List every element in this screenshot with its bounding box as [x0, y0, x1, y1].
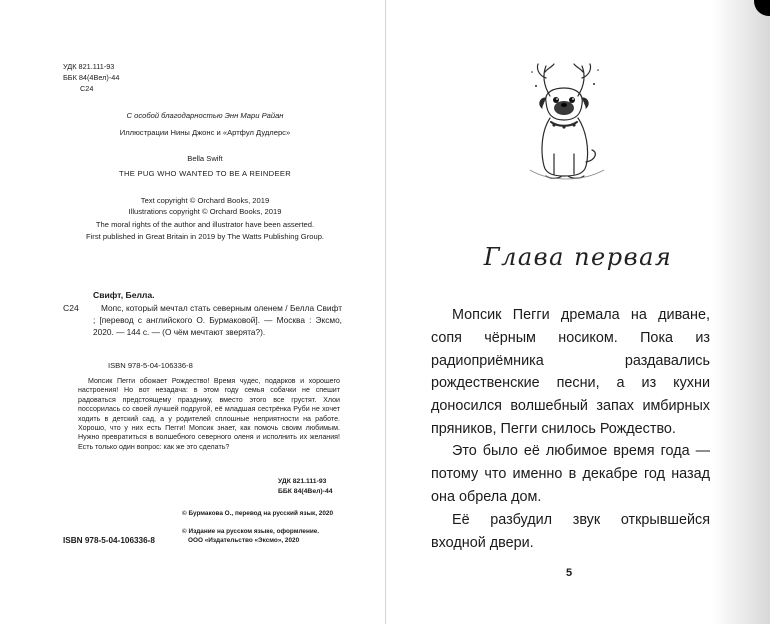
bib-author: Свифт, Белла. — [93, 290, 155, 300]
paragraph-3: Её разбудил звук открывшейся входной двери. — [431, 512, 710, 551]
page-number: 5 — [566, 567, 573, 579]
bib-description: Мопс, который мечтал стать северным оленем / Белла Свифт ; [перевод с английского О. Бурмаковой]. — Москва : Эксмо, 2020. — 144 с. — (О чём мечтают зверята?). — [93, 303, 342, 337]
publisher-copyright-2: ООО «Издательство «Эксмо», 2020 — [188, 537, 300, 544]
right-page — [386, 0, 770, 624]
bbk-header: ББК 84(4Вел)-44 — [63, 73, 120, 82]
isbn-inline: ISBN 978-5-04-106336-8 — [108, 361, 193, 370]
chapter-title: Глава первая — [483, 243, 673, 271]
page-edge-shadow — [712, 0, 770, 624]
udk-footer: УДК 821.111-93 — [278, 478, 327, 485]
bbk-footer: ББК 84(4Вел)-44 — [278, 488, 333, 495]
isbn-bottom: ISBN 978-5-04-106336-8 — [63, 536, 155, 545]
translation-copyright: © Бурмакова О., перевод на русский язык, 2020 — [182, 510, 334, 517]
text-copyright: Text copyright © Orchard Books, 2019 — [140, 196, 270, 205]
illustrators-line: Иллюстрации Нины Джонс и «Артфул Дудлерс» — [119, 128, 291, 137]
annotation: Мопсик Пегги обожает Рождество! Время чудес, подарков и хорошего настроения! Но вот незадача: в этом году семья собачки не спешит радоваться предстоящему празднику, вместо этого все грустят. Хлои поссорилась со своей лучшей подругой, её младшая сестрёнка Руби не хочет ходить в детский сад, а у родителей сплошные неприятности на работе. Хорошо, что у них есть Пегги! Мопсик знает, как помочь своим любимым. Нужно превратиться в волшебного северного оленя и исполнить их желания! Есть только один вопрос: как же это сделать? — [78, 377, 340, 451]
moral-rights: The moral rights of the author and illustrator have been asserted. — [95, 220, 315, 229]
bib-mark: С24 — [63, 303, 79, 313]
first-published: First published in Great Britain in 2019 by The Watts Publishing Group. — [85, 232, 325, 241]
illustrations-copyright: Illustrations copyright © Orchard Books, 2019 — [128, 207, 282, 216]
udk-header: УДК 821.111-93 — [63, 62, 115, 71]
author-mark: С24 — [80, 84, 94, 93]
paragraph-1: Мопсик Пегги дремала на диване, сопя чёрным носиком. Пока из радиоприёмника раздавались рождественские песни, а из кухни доносился волшебный запах имбирных пряников, Пегги снилось Рождество. — [431, 307, 710, 437]
publisher-copyright-1: © Издание на русском языке, оформление. — [182, 528, 320, 535]
title-en: THE PUG WHO WANTED TO BE A REINDEER — [119, 169, 291, 178]
author-en: Bella Swift — [187, 154, 223, 163]
thanks-line: С особой благодарностью Энн Мари Райан — [126, 111, 284, 120]
paragraph-2: Это было её любимое время года — потому что именно в декабре год назад она обрела дом. — [431, 443, 710, 505]
pug-reindeer-illustration — [520, 58, 610, 188]
